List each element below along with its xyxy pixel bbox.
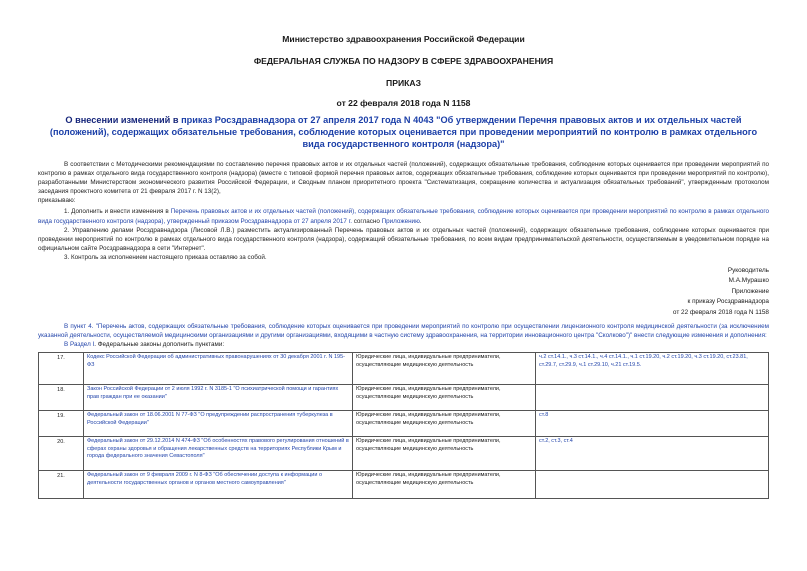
subjects-cell: Юридические лица, индивидуальные предприниматели, осуществляющие медицинскую деятельность xyxy=(353,353,536,385)
norms-link[interactable]: ст.8 xyxy=(536,411,769,437)
appendix-link[interactable]: Приложению xyxy=(381,217,420,225)
acts-table xyxy=(38,352,769,499)
norms-link[interactable]: ч.2 ст.14.1., ч.3 ст.14.1., ч.4 ст.14.1., ч.1 ст.19.20, ч.2 ст.19.20, ч.3 ст.19.20, ст.23.81, ст.29.7, ст.29.9, ч.1 ст.29.10, ч.21 ст.19.5. xyxy=(536,353,769,385)
subjects-cell: Юридические лица, индивидуальные предприниматели, осуществляющие медицинскую деятельность xyxy=(353,471,536,499)
table-row xyxy=(39,437,769,471)
item-1-text-a: 1. Дополнить и внести изменения в xyxy=(64,208,171,216)
ministry-heading: Министерство здравоохранения Российской Федерации xyxy=(282,34,525,44)
row-number: 17. xyxy=(39,353,84,385)
point-4-text: . "Перечень актов, содержащих обязательные требования, соблюдение которых оценивается при проведении мероприятий по контролю при осуществлении лицензионного контроля медицинской деятельности (за исключением указанной деятельности, осуществляемой медицинскими организациями и другими организациями, входящими в частную систему здравоохранения, на территории инновационного центра "Сколково")" внести следующие изменения и дополнения: xyxy=(38,323,770,340)
row-number: 19. xyxy=(39,411,84,437)
appendix-date: от 22 февраля 2018 года N 1158 xyxy=(672,308,769,316)
norms-link[interactable] xyxy=(536,385,769,411)
signature-role: Руководитель xyxy=(727,267,769,275)
row-number: 18. xyxy=(39,385,84,411)
point-4-paragraph xyxy=(38,322,769,340)
subjects-cell: Юридические лица, индивидуальные предприниматели, осуществляющие медицинскую деятельность xyxy=(353,411,536,437)
item-1-text-b: согласно xyxy=(351,217,382,225)
subjects-cell: Юридические лица, индивидуальные предприниматели, осуществляющие медицинскую деятельность xyxy=(353,385,536,411)
row-number: 20. xyxy=(39,437,84,471)
subjects-cell: Юридические лица, индивидуальные предприниматели, осуществляющие медицинскую деятельность xyxy=(353,437,536,471)
norms-link[interactable] xyxy=(536,471,769,499)
norms-link[interactable]: ст.2, ст.3, ст.4 xyxy=(536,437,769,471)
date-number-heading: от 22 февраля 2018 года N 1158 xyxy=(336,98,471,108)
section-1-link[interactable]: В Раздел I xyxy=(64,341,95,349)
item-2-paragraph: 2. Управлению делами Росздравнадзора (Лисовой Л.В.) разместить актуализированный Перечень правовых актов и их отдельных частей (положений), содержащих обязательные требования, соблюдение которых оценивается при проведении мероприятий по контролю в рамках отдельного вида государственного контроля (надзора), содержащий обязательные требования, по всем видам предпринимательской деятельности, осуществляемым в уведомительном порядке на официальном сайте Росздравнадзора в сети "Интернет". xyxy=(38,226,769,252)
service-heading: ФЕДЕРАЛЬНАЯ СЛУЖБА ПО НАДЗОРУ В СФЕРЕ ЗДРАВООХРАНЕНИЯ xyxy=(253,56,554,66)
item-1-text-c: . xyxy=(419,217,422,225)
point-4-link[interactable]: В пункт 4 xyxy=(64,323,92,331)
appendix-heading: Приложение xyxy=(731,287,769,295)
act-link[interactable]: Закон Российской Федерации от 2 июля 1992 г. N 3185-1 "О психиатрической помощи и гарантиях прав граждан при ее оказании" xyxy=(84,385,353,411)
act-link[interactable]: Федеральный закон от 29.12.2014 N 474-ФЗ "Об особенностях правового регулирования отношений в сферах охраны здоровья и обращения лекарственных средств на территориях Республики Крым и города федерального значения Севастополя" xyxy=(84,437,353,471)
preamble-paragraph: В соответствии с Методическими рекомендациями по составлению перечня правовых актов и их отдельных частей (положений), содержащих обязательные требования, соблюдение которых оценивается при проведении мероприятий по контролю в рамках отдельного вида государственного контроля (надзора) (вместе с типовой формой перечня правовых актов, содержащих обязательные требования, соблюдение которых оценивается при проведении мероприятий по контролю), разработанными Министерством экономического развития Российской Федерации, и Сводным планом приоритетного проекта "Систематизация, сокращение количества и актуализация обязательных требований", утвержденным протоколом заседания проектного комитета от 21 февраля 2017 г. N 13(2), xyxy=(38,161,769,196)
title-prefix: О внесении изменений в xyxy=(65,115,182,125)
table-row xyxy=(39,411,769,437)
item-1-paragraph xyxy=(38,207,769,225)
signature-name: М.А.Мурашко xyxy=(728,277,769,285)
row-number: 21. xyxy=(39,471,84,499)
item-1-list-link[interactable]: Перечень правовых актов и их отдельных частей (положений), содержащих обязательные требования, соблюдение которых оценивается при проведении мероприятий по контролю в рамках отдельного вида государственного контроля (надзора), утвержденный приказом Росздравнадзора от 27 апреля 2017 г. xyxy=(38,208,769,225)
document-title xyxy=(42,114,765,150)
table-row xyxy=(39,385,769,411)
act-link[interactable]: Федеральный закон от 9 февраля 2009 г. N 8-ФЗ "Об обеспечении доступа к информации о деятельности государственных органов и органов местного самоуправления" xyxy=(84,471,353,499)
order-word: приказываю: xyxy=(38,197,76,205)
section-1-text: . Федеральные законы дополнить пунктами: xyxy=(94,341,225,349)
signature-block xyxy=(38,266,769,318)
table-row xyxy=(39,471,769,499)
appendix-to-order: к приказу Росздравнадзора xyxy=(687,298,769,306)
section-1-line xyxy=(64,340,769,349)
act-link[interactable]: Федеральный закон от 18.06.2001 N 77-ФЗ "О предупреждении распространения туберкулеза в Российской Федерации" xyxy=(84,411,353,437)
table-row xyxy=(39,353,769,385)
act-link[interactable]: Кодекс Российской Федерации об административных правонарушениях от 30 декабря 2001 г. N 195-ФЗ xyxy=(84,353,353,385)
doc-type-heading: ПРИКАЗ xyxy=(386,78,421,88)
item-3-paragraph: 3. Контроль за исполнением настоящего приказа оставляю за собой. xyxy=(64,253,267,261)
title-order-link[interactable]: приказ Росздравнадзора от 27 апреля 2017 года N 4043 "Об утверждении Перечня правовых актов и их отдельных частей (положений), содержащих обязательные требования, соблюдение которых оценивается при проведении мероприятий по контролю в рамках отдельного вида государственного контроля (надзора)" xyxy=(49,115,758,149)
